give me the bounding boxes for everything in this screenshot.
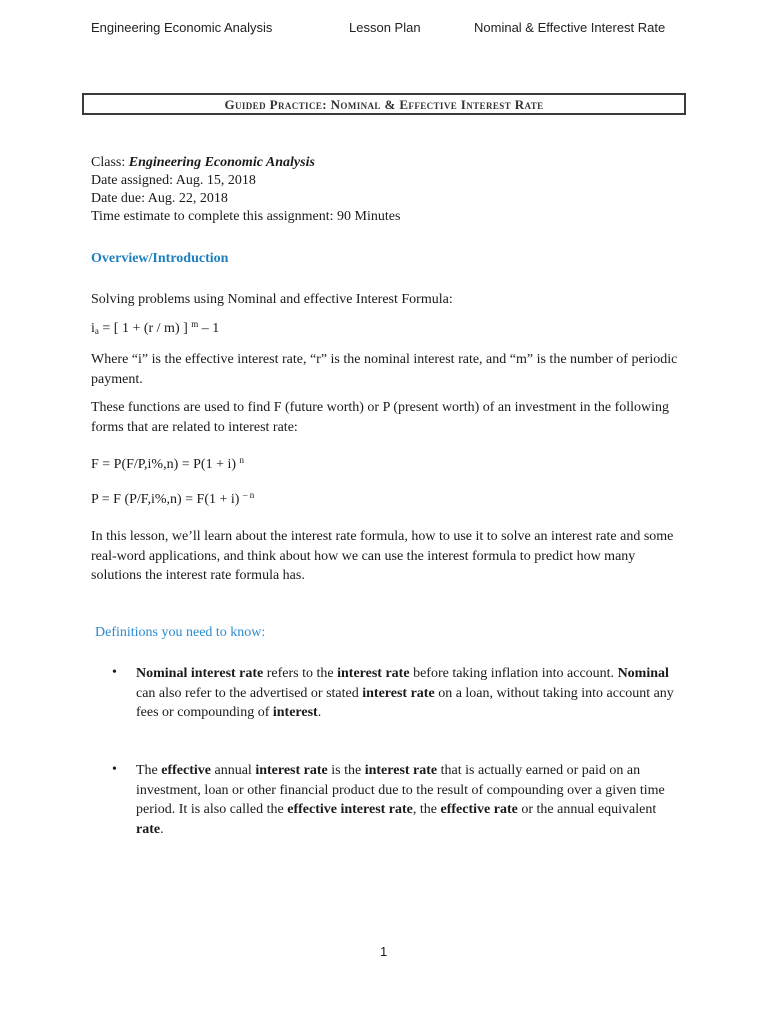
bullet-2: • — [112, 762, 117, 777]
formula-p-sup: – n — [242, 490, 255, 500]
formula-tail: – 1 — [198, 321, 220, 336]
assignment-info — [91, 154, 681, 226]
class-value: Engineering Economic Analysis — [128, 155, 315, 170]
d1-p7: interest rate — [362, 685, 435, 701]
d2-p1: The — [136, 763, 162, 778]
d1-p1: Nominal interest rate — [136, 666, 264, 681]
d2-p7: that is actually earned or paid on an investment, loan or other financial product due to the result of compounding over a given time period. It is also called the — [136, 763, 665, 817]
d1-p10: . — [317, 705, 322, 720]
overview-heading: Overview/Introduction — [91, 251, 229, 266]
d2-p2: effective — [161, 763, 211, 778]
d2-p6: interest rate — [364, 763, 438, 778]
d1-p5: Nominal — [617, 666, 669, 681]
formula-sub: a — [94, 326, 99, 336]
effective-rate-formula — [91, 320, 681, 338]
date-assigned: Date assigned: Aug. 15, 2018 — [91, 173, 256, 188]
page-title: Guided Practice: Nominal & Effective Interest Rate — [82, 93, 686, 115]
bullet-1: • — [112, 665, 117, 680]
header-center: Lesson Plan — [349, 20, 421, 35]
formula-f-sup: n — [239, 455, 245, 465]
where-text: Where “i” is the effective interest rate, “r” is the nominal interest rate, and “m” is the number of periodic payment. — [91, 352, 678, 387]
functions-text: These functions are used to find F (future worth) or P (present worth) of an investment in the following forms that are related to interest rate: — [91, 400, 670, 435]
formula-mid: = [ 1 + (r / m) ] — [98, 321, 192, 336]
d1-p3: interest rate — [337, 666, 410, 681]
d1-p4: before taking inflation into account. — [409, 666, 618, 681]
d1-p8: on a loan, without taking into account any fees or compounding of — [136, 685, 674, 720]
d2-p9: , the — [412, 802, 441, 817]
definitions-heading: Definitions you need to know: — [95, 625, 266, 640]
present-worth-formula — [91, 491, 681, 509]
d2-p13: . — [160, 821, 164, 837]
d2-p8: effective interest rate — [287, 802, 413, 817]
page-number: 1 — [380, 944, 388, 959]
d2-p5: is the — [327, 763, 365, 778]
header-left: Engineering Economic Analysis — [91, 20, 273, 35]
formula-p-base: P = F (P/F,i%,n) = F(1 + i) — [91, 492, 243, 507]
class-label: Class: — [91, 155, 129, 170]
lesson-text: In this lesson, we’ll learn about the interest rate formula, how to use it to solve an interest rate and some real-word applications, and think about how we can use the interest formula to predict how many solutions the interest rate formula has. — [91, 529, 674, 583]
d2-p12: rate — [136, 821, 161, 837]
time-estimate: Time estimate to complete this assignment: 90 Minutes — [91, 209, 401, 224]
class-line — [91, 154, 681, 172]
d1-p9: interest — [272, 705, 318, 720]
d1-p6: can also refer to the advertised or stated — [136, 685, 363, 701]
definition-nominal — [136, 664, 676, 723]
d2-p3: annual — [211, 763, 256, 778]
d2-p4: interest rate — [255, 763, 328, 778]
d2-p11: or the annual equivalent — [517, 802, 657, 817]
definition-effective — [136, 761, 676, 839]
header-right: Nominal & Effective Interest Rate — [474, 20, 666, 35]
date-due: Date due: Aug. 22, 2018 — [91, 191, 228, 206]
formula-sup: m — [191, 319, 199, 329]
intro-text: Solving problems using Nominal and effective Interest Formula: — [91, 292, 453, 307]
formula-lhs: i — [91, 321, 95, 336]
formula-f-base: F = P(F/P,i%,n) = P(1 + i) — [91, 457, 240, 472]
d1-p2: refers to the — [263, 666, 338, 681]
d2-p10: effective rate — [440, 802, 518, 817]
future-worth-formula — [91, 456, 681, 474]
